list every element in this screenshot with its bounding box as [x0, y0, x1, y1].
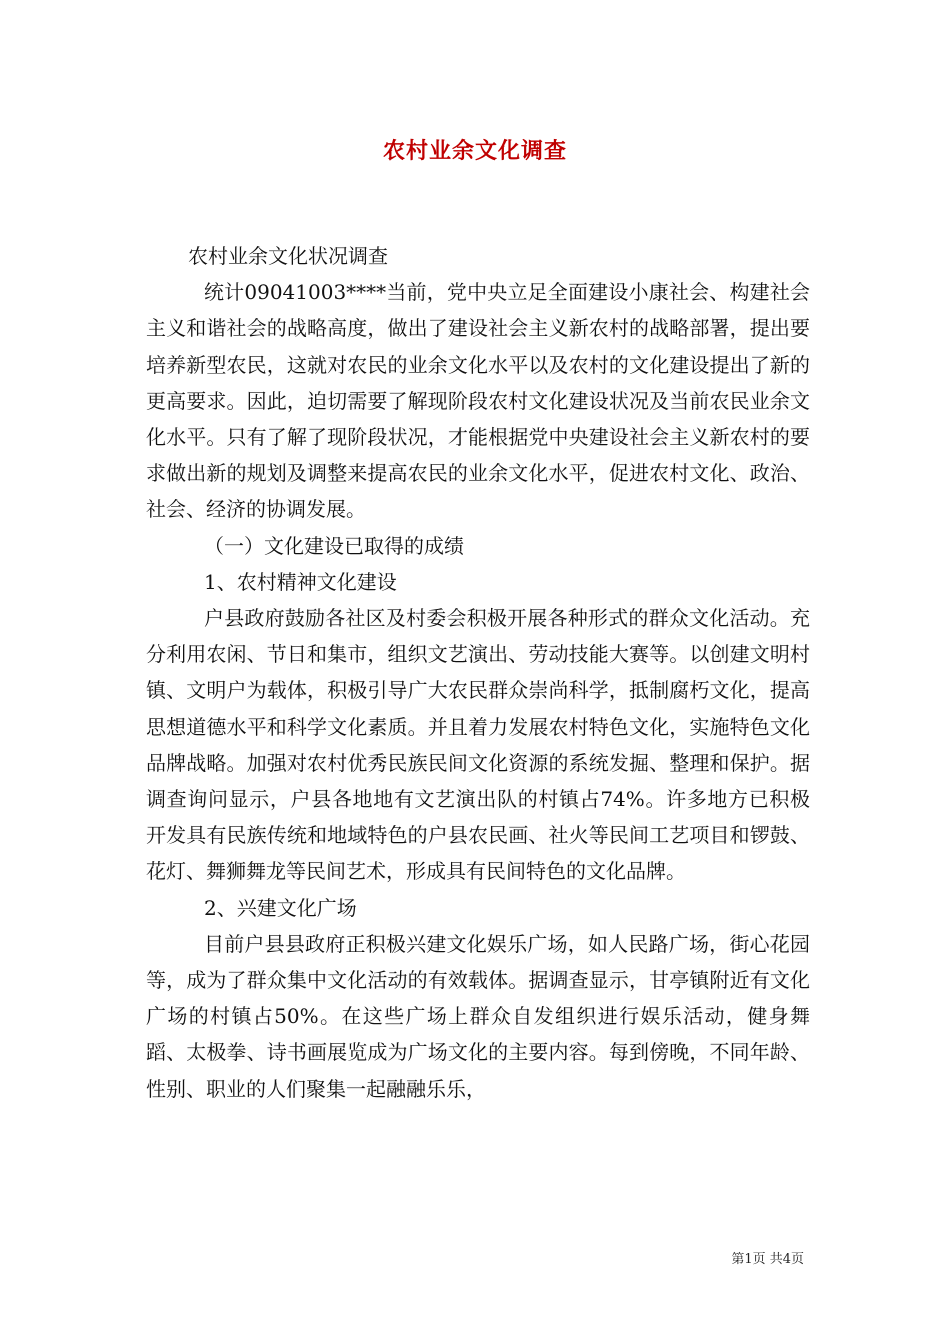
page-number-footer: 第1页 共4页	[731, 1252, 804, 1267]
subtitle-paragraph: 农村业余文化状况调查	[188, 244, 388, 268]
body-paragraph: 户县政府鼓励各社区及村委会积极开展各种形式的群众文化活动。充分利用农闲、节日和集市，组织文艺演出、劳动技能大赛等。以创建文明村镇、文明户为载体，积极引导广大农民群众崇尚科学，抵制腐朽文化，提高思想道德水平和科学文化素质。并且着力发展农村特色文化，实施特色文化品牌战略。加强对农村优秀民族民间文化资源的系统发掘、整理和保护。据调查询问显示，户县各地地有文艺演出队的村镇占74%。许多地方已积极开发具有民族传统和地域特色的户县农民画、社火等民间工艺项目和锣鼓、花灯、舞狮舞龙等民间艺术，形成具有民间特色的文化品牌。	[146, 606, 810, 884]
document-body	[146, 238, 810, 1107]
intro-paragraph: 统计09041003****当前，党中央立足全面建设小康社会、构建社会主义和谐社会的战略高度，做出了建设社会主义新农村的战略部署，提出要培养新型农民，这就对农民的业余文化水平以及农村的文化建设提出了新的更高要求。因此，迫切需要了解现阶段农村文化建设状况及当前农民业余文化水平。只有了解了现阶段状况，才能根据党中央建设社会主义新农村的要求做出新的规划及调整来提高农民的业余文化水平，促进农村文化、政治、社会、经济的协调发展。	[146, 280, 810, 522]
section-heading: （一）文化建设已取得的成绩	[204, 533, 464, 558]
document-title: 农村业余文化调查	[382, 138, 567, 164]
subsection-heading: 1、农村精神文化建设	[204, 569, 397, 594]
body-paragraph: 目前户县县政府正积极兴建文化娱乐广场，如人民路广场，街心花园等，成为了群众集中文化活动的有效载体。据调查显示，甘亭镇附近有文化广场的村镇占50%。在这些广场上群众自发组织进行娱乐活动，健身舞蹈、太极拳、诗书画展览成为广场文化的主要内容。每到傍晚，不同年龄、性别、职业的人们聚集一起融融乐乐，	[146, 931, 810, 1101]
subsection-heading: 2、兴建文化广场	[204, 895, 357, 920]
